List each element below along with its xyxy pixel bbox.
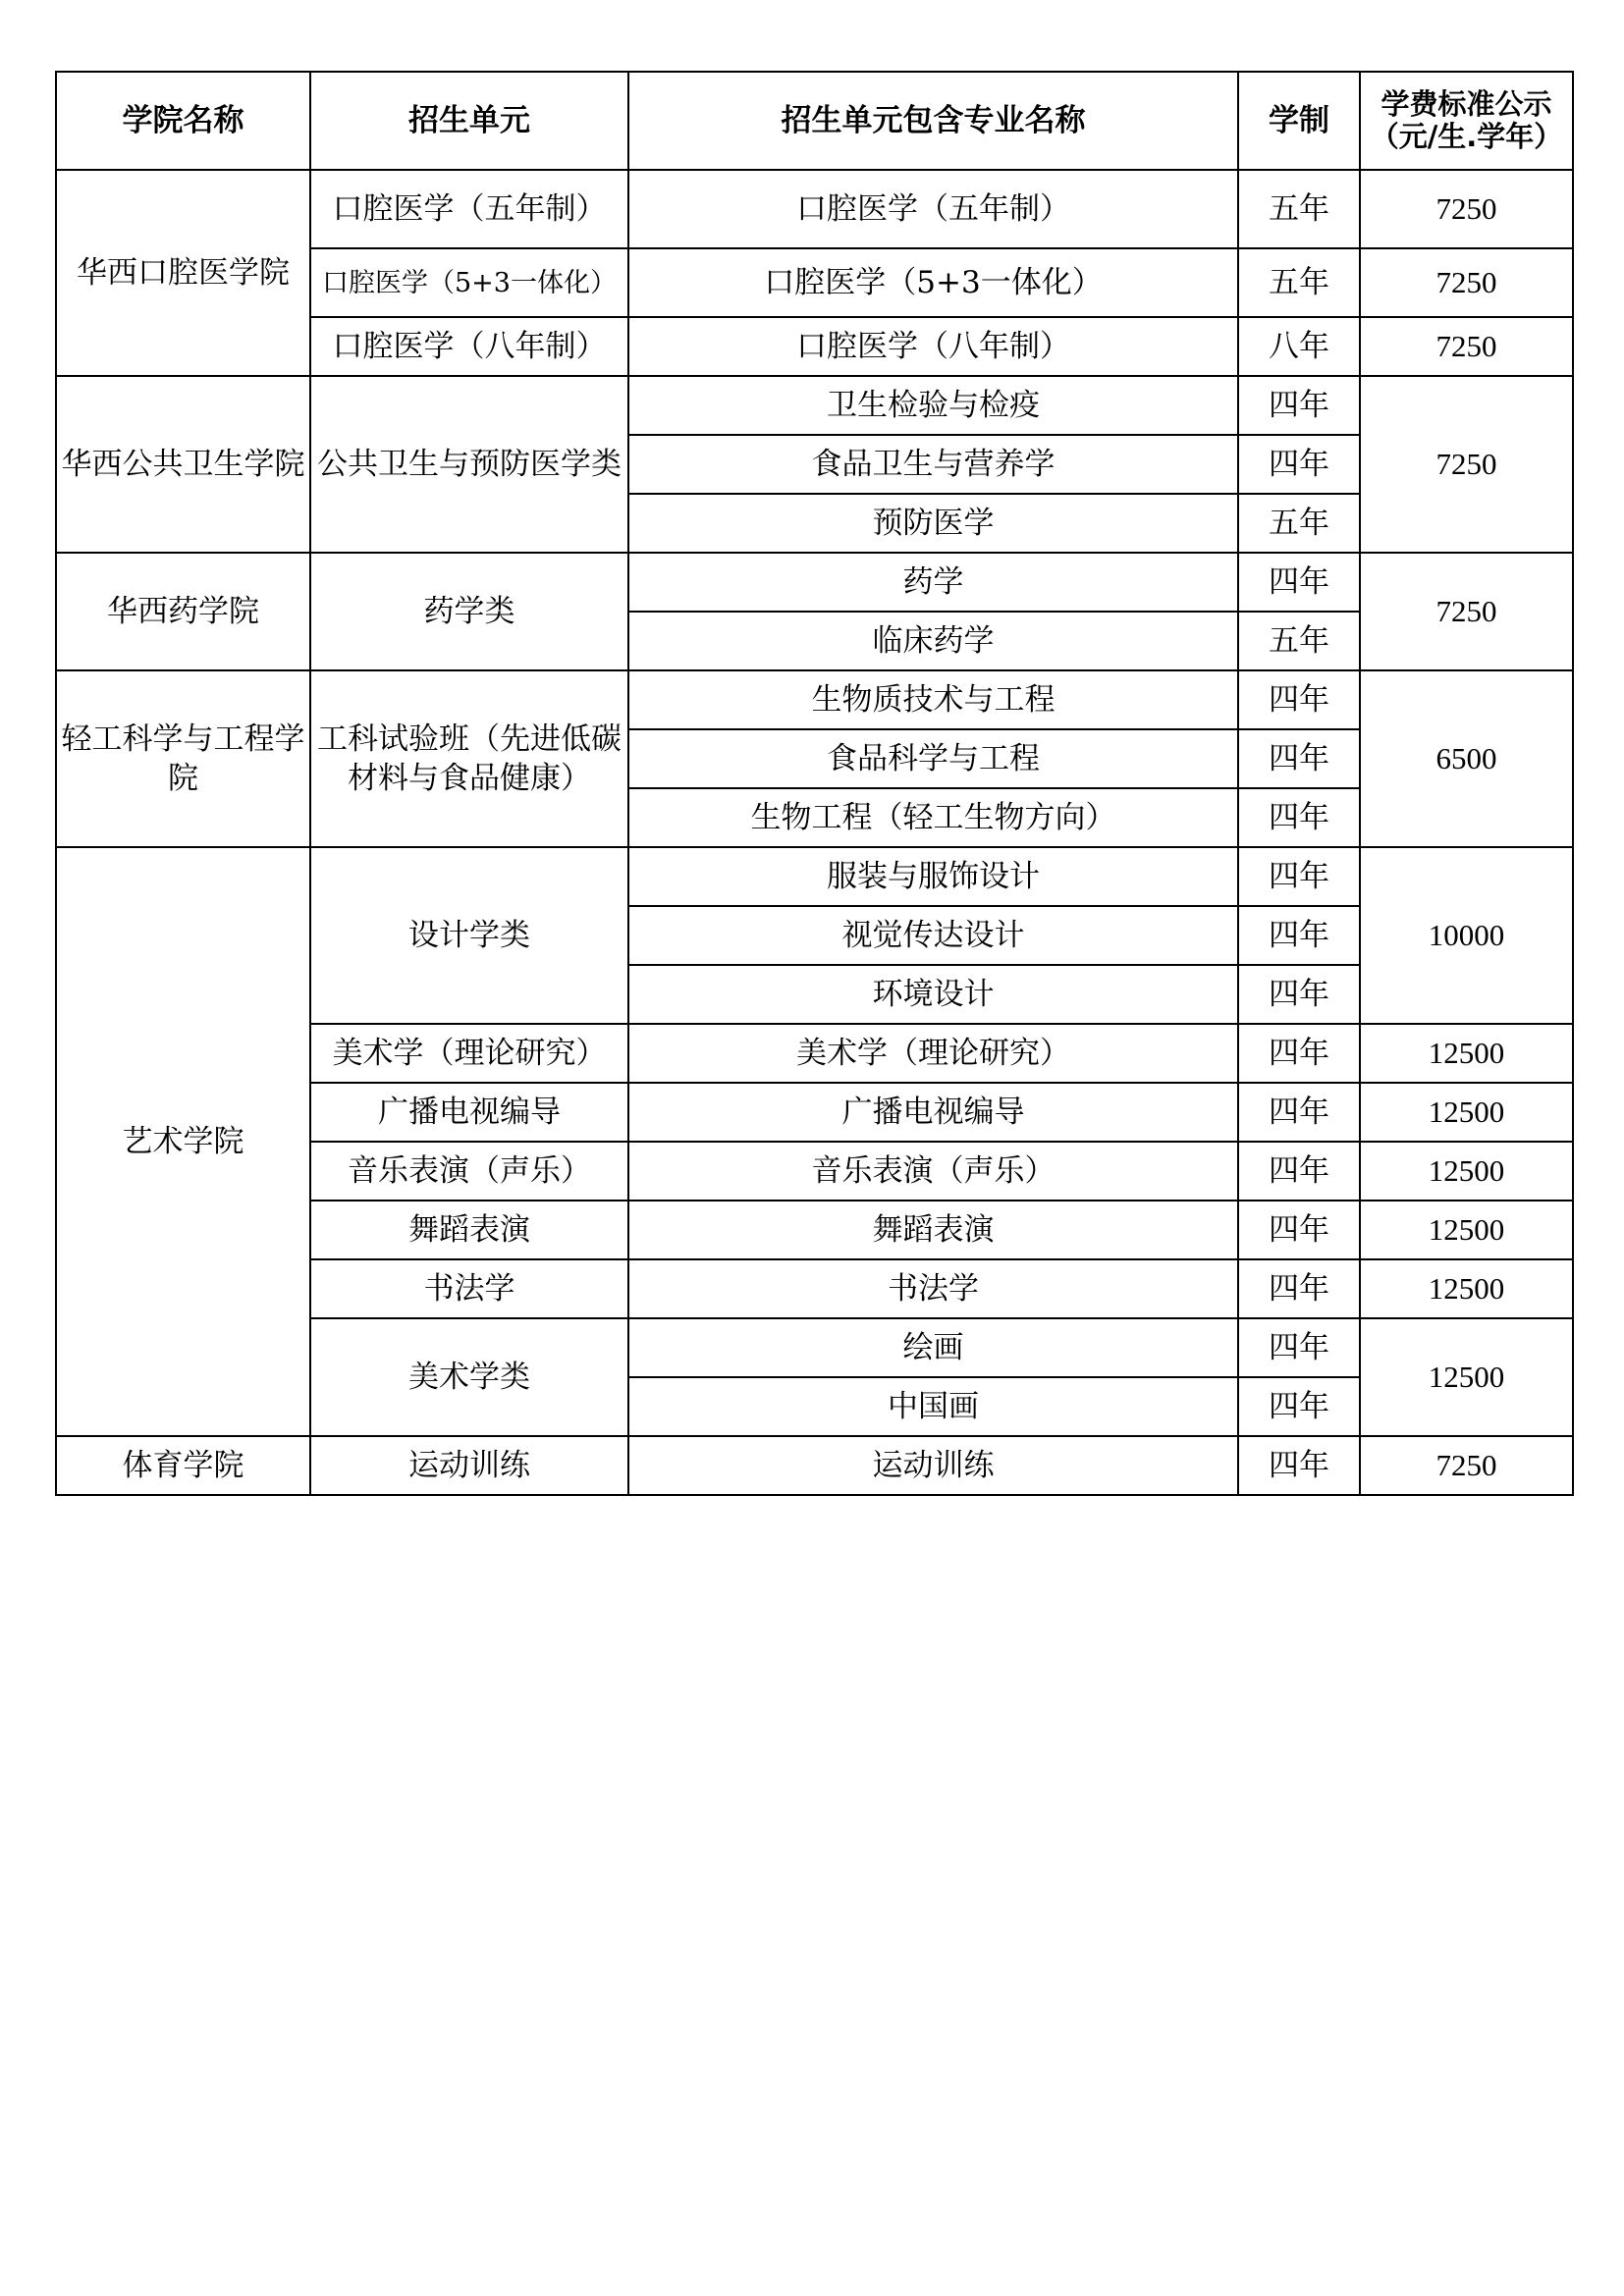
- cell-unit: 口腔医学（五年制）: [310, 170, 628, 248]
- cell-major: 音乐表演（声乐）: [628, 1142, 1238, 1201]
- cell-fee: 12500: [1360, 1259, 1573, 1318]
- cell-unit: 公共卫生与预防医学类: [310, 376, 628, 553]
- cell-major: 舞蹈表演: [628, 1201, 1238, 1259]
- table-row: [56, 376, 1573, 435]
- cell-unit: 音乐表演（声乐）: [310, 1142, 628, 1201]
- table-row: [56, 670, 1573, 729]
- cell-major: 食品卫生与营养学: [628, 435, 1238, 494]
- cell-fee: 7250: [1360, 317, 1573, 376]
- tuition-fee-table: [55, 71, 1574, 1496]
- table-row: [56, 1436, 1573, 1495]
- cell-major: 生物质技术与工程: [628, 670, 1238, 729]
- cell-unit: 药学类: [310, 553, 628, 670]
- cell-major: 口腔医学（5+3一体化）: [628, 248, 1238, 317]
- cell-unit: 工科试验班（先进低碳材料与食品健康）: [310, 670, 628, 847]
- cell-unit: 广播电视编导: [310, 1083, 628, 1142]
- cell-duration: 四年: [1238, 1377, 1360, 1436]
- cell-duration: 四年: [1238, 1083, 1360, 1142]
- table-row: [56, 170, 1573, 248]
- cell-duration: 四年: [1238, 1142, 1360, 1201]
- cell-duration: 四年: [1238, 847, 1360, 906]
- cell-major: 美术学（理论研究）: [628, 1024, 1238, 1083]
- cell-fee: 10000: [1360, 847, 1573, 1024]
- tuition-fee-sheet: [55, 71, 1574, 1496]
- cell-college: 华西口腔医学院: [56, 170, 310, 376]
- cell-fee: 7250: [1360, 376, 1573, 553]
- cell-fee: 7250: [1360, 1436, 1573, 1495]
- cell-duration: 四年: [1238, 1201, 1360, 1259]
- header-college: 学院名称: [56, 72, 310, 170]
- cell-unit: 口腔医学（八年制）: [310, 317, 628, 376]
- cell-college: 体育学院: [56, 1436, 310, 1495]
- cell-duration: 四年: [1238, 553, 1360, 612]
- cell-major: 预防医学: [628, 494, 1238, 553]
- cell-fee: 6500: [1360, 670, 1573, 847]
- cell-unit: 美术学（理论研究）: [310, 1024, 628, 1083]
- header-fee: 学费标准公示（元/生.学年）: [1360, 72, 1573, 170]
- cell-college: 华西公共卫生学院: [56, 376, 310, 553]
- cell-college: 华西药学院: [56, 553, 310, 670]
- table-row: [56, 553, 1573, 612]
- cell-unit: 美术学类: [310, 1318, 628, 1436]
- cell-college: 艺术学院: [56, 847, 310, 1436]
- cell-duration: 四年: [1238, 1024, 1360, 1083]
- cell-unit: 书法学: [310, 1259, 628, 1318]
- cell-fee: 12500: [1360, 1083, 1573, 1142]
- cell-duration: 四年: [1238, 1259, 1360, 1318]
- cell-duration: 八年: [1238, 317, 1360, 376]
- cell-major: 生物工程（轻工生物方向）: [628, 788, 1238, 847]
- cell-duration: 四年: [1238, 376, 1360, 435]
- cell-duration: 四年: [1238, 965, 1360, 1024]
- cell-major: 口腔医学（五年制）: [628, 170, 1238, 248]
- cell-duration: 五年: [1238, 494, 1360, 553]
- cell-duration: 四年: [1238, 670, 1360, 729]
- cell-major: 口腔医学（八年制）: [628, 317, 1238, 376]
- cell-major: 服装与服饰设计: [628, 847, 1238, 906]
- cell-fee: 12500: [1360, 1318, 1573, 1436]
- cell-major: 广播电视编导: [628, 1083, 1238, 1142]
- header-duration: 学制: [1238, 72, 1360, 170]
- cell-duration: 四年: [1238, 906, 1360, 965]
- cell-college: 轻工科学与工程学院: [56, 670, 310, 847]
- cell-unit: 口腔医学（5+3一体化）: [310, 248, 628, 317]
- table-header-row: [56, 72, 1573, 170]
- header-unit: 招生单元: [310, 72, 628, 170]
- cell-duration: 五年: [1238, 170, 1360, 248]
- cell-major: 药学: [628, 553, 1238, 612]
- cell-duration: 五年: [1238, 612, 1360, 670]
- cell-major: 运动训练: [628, 1436, 1238, 1495]
- cell-duration: 四年: [1238, 435, 1360, 494]
- cell-major: 视觉传达设计: [628, 906, 1238, 965]
- header-majors: 招生单元包含专业名称: [628, 72, 1238, 170]
- cell-duration: 五年: [1238, 248, 1360, 317]
- cell-major: 环境设计: [628, 965, 1238, 1024]
- cell-duration: 四年: [1238, 1318, 1360, 1377]
- cell-major: 书法学: [628, 1259, 1238, 1318]
- cell-unit: 舞蹈表演: [310, 1201, 628, 1259]
- cell-fee: 12500: [1360, 1024, 1573, 1083]
- cell-fee: 12500: [1360, 1201, 1573, 1259]
- cell-unit: 运动训练: [310, 1436, 628, 1495]
- cell-fee: 7250: [1360, 248, 1573, 317]
- cell-major: 临床药学: [628, 612, 1238, 670]
- cell-fee: 7250: [1360, 553, 1573, 670]
- table-row: [56, 847, 1573, 906]
- cell-unit: 设计学类: [310, 847, 628, 1024]
- cell-major: 中国画: [628, 1377, 1238, 1436]
- cell-major: 卫生检验与检疫: [628, 376, 1238, 435]
- cell-fee: 12500: [1360, 1142, 1573, 1201]
- cell-duration: 四年: [1238, 729, 1360, 788]
- cell-duration: 四年: [1238, 788, 1360, 847]
- cell-duration: 四年: [1238, 1436, 1360, 1495]
- cell-major: 绘画: [628, 1318, 1238, 1377]
- cell-major: 食品科学与工程: [628, 729, 1238, 788]
- cell-fee: 7250: [1360, 170, 1573, 248]
